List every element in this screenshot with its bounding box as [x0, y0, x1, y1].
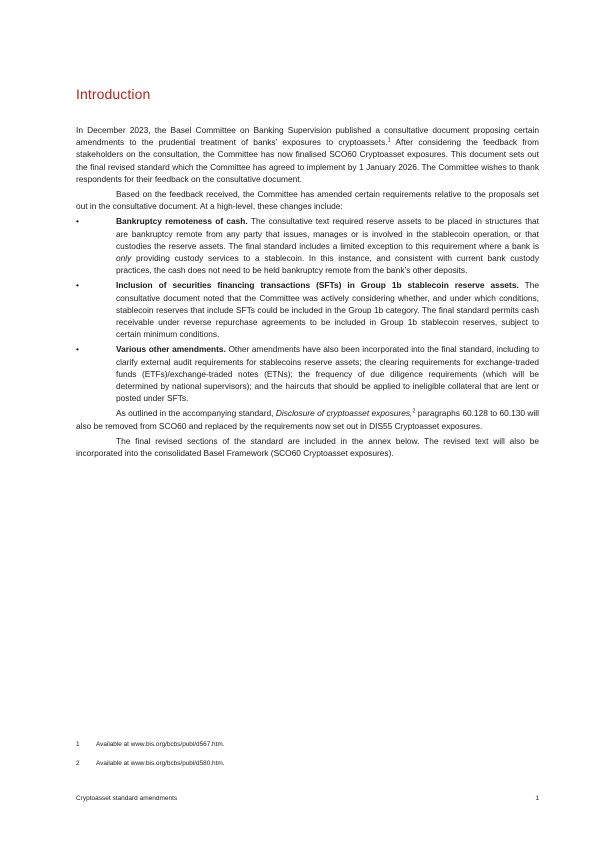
footnote-text: Available at www.bis.org/bcbs/publ/d567.htm. — [96, 741, 225, 748]
body-text — [76, 124, 539, 459]
paragraph-annex: The final revised sections of the standard are included in the annex below. The revised text will also be incorporated into the consolidated Basel Framework (SCO60 Cryptoasset exposures). — [76, 435, 539, 459]
paragraph-intro: In December 2023, the Basel Committee on Banking Supervision published a consultative document proposing certain amendments to the prudential treatment of banks’ exposures to cryptoassets.$^1$ After considering the feedback from stakeholders on the consultation, the Committee has now finalised SCO60 Cryptoasset exposures. This document sets out the final revised standard which the Committee has agreed to implement by 1 January 2026. The Committee wishes to thank respondents for their feedback on the consultative document. — [76, 125, 539, 184]
footnote-ref-1[interactable]: 1 — [387, 137, 391, 144]
bullet-marker: • — [76, 280, 79, 291]
footnotes — [76, 740, 539, 769]
footnote-1 — [76, 740, 539, 750]
footnote-ref-2[interactable]: 2 — [412, 408, 416, 415]
bullet-item-sfts: • Inclusion of securities financing transactions (SFTs) in Group 1b stablecoin reserve assets. The consultative document noted that the Committee was actively considering whether, and under which conditions, stablecoin reserves that include SFTs could be included in the Group 1b category. The final standard permits cash receivable under reverse repurchase agreements to be included in Group 1b stablecoin reserves, subject to certain minimum conditions. — [76, 280, 539, 340]
footnote-text: Available at www.bis.org/bcbs/publ/d580.htm. — [96, 760, 225, 767]
bullet-item-bankruptcy: • Bankruptcy remoteness of cash. The consultative text required reserve assets to be placed in structures that are bankruptcy remote from any party that issues, manages or is involved in the stablecoin operation, or that custodies the reserve assets. The final standard includes a limited exception to this requirement where a bank is only providing custody services to a stablecoin. In this instance, and consistent with current bank custody practices, the cash does not need to be held bankruptcy remote from the bank’s other deposits. — [76, 216, 539, 276]
paragraph-disclosure: As outlined in the accompanying standard, Disclosure of cryptoasset exposures,$^2$ paragraphs 60.128 to 60.130 will also be removed from SCO60 and replaced by the requirements now set out in DIS55 Cryptoasset exposures. — [76, 408, 540, 431]
bullet-title: Bankruptcy remoteness of cash. — [116, 216, 248, 227]
page-number: 1 — [535, 795, 539, 802]
bullet-marker: • — [76, 216, 79, 227]
bullet-item-other: • Various other amendments. Other amendments have also been incorporated into the final standard, including to clarify external audit requirements for stablecoins reserve assets; the clearing requirements for exchange-traded funds (ETFs)/exchange-traded notes (ETNs); the frequency of due diligence requirements (which will be determined by national supervisors); and the haircuts that should be applied to ineligible collateral that are lent or posted under SFTs. — [76, 344, 539, 404]
footer-title: Cryptoasset standard amendments — [76, 795, 178, 802]
section-heading: Introduction — [76, 86, 151, 102]
paragraph-feedback: Based on the feedback received, the Committee has amended certain requirements relative to the proposals set out in the consultative document. At a high-level, these changes include: — [76, 189, 539, 212]
page-footer — [76, 795, 539, 802]
footnote-number: 2 — [76, 760, 80, 767]
bullet-title: Various other amendments. — [116, 344, 226, 355]
bullet-title: Inclusion of securities financing transactions (SFTs) in Group 1b stablecoin reserve assets. — [116, 280, 519, 291]
footnote-number: 1 — [76, 741, 80, 748]
footnote-2 — [76, 759, 539, 769]
bullet-marker: • — [76, 344, 79, 355]
